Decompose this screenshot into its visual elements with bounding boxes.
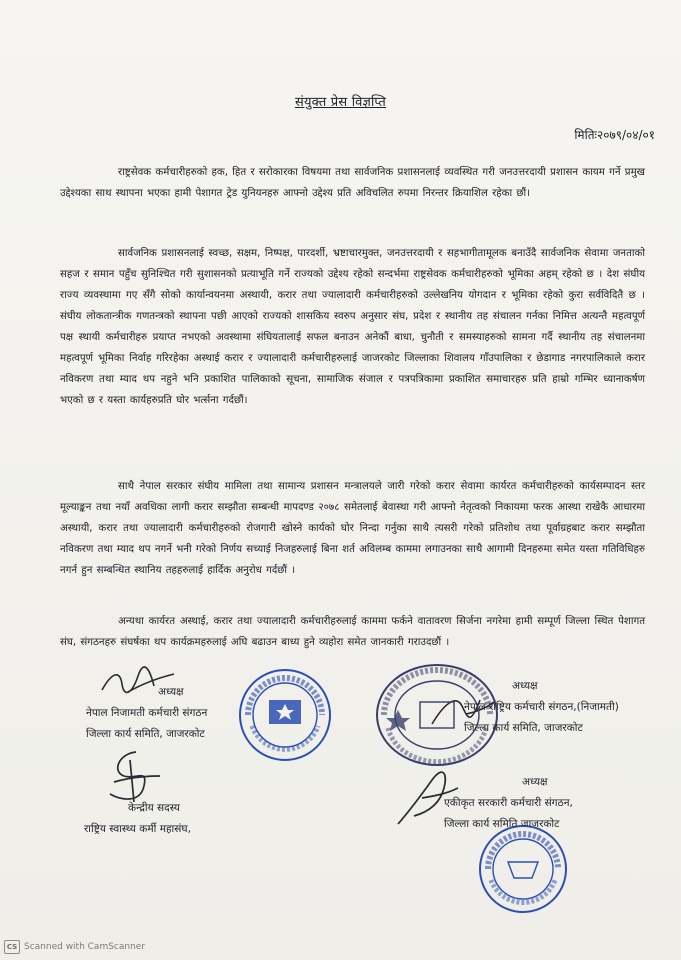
signature-3 [100,746,166,806]
paragraph-1: राष्ट्रसेवक कर्मचारीहरुको हक, हित र सरोकारका विषयमा तथा सार्वजनिक प्रशासनलाई व्यवस्थित गरी जनउत्तरदायी प्रशासन कायम गर्ने प्रमुख उद्देश्यका साथ स्थापना भएका हामी पेशागत ट्रेड युनियनहरु आफ्नो उद्देश्य प्रति अविचलित रुपमा निरन्तर क्रियाशिल रहेका छौं। [60,167,645,200]
signatory-1 [86,682,207,745]
paragraph-4: अन्यथा कार्यरत अस्थाई, करार तथा ज्यालादारी कर्मचारीहरुलाई काममा फर्कने वातावरण सिर्जना नगरेमा हामी सम्पूर्ण जिल्ला स्थित पेशागत संघ, संगठनहरु संघर्षका थप कार्यक्रमहरुलाई अघि बढाउन बाध्य हुने व्यहोरा समेत जानकारी गराउदछौं । [60,616,645,649]
document-date: मितिः२०७९/०४/०१ [574,128,655,142]
signatory-1-role: अध्यक्ष [158,686,184,698]
signatory-3-org: राष्ट्रिय स्वास्थ्य कर्मी महासंघ, [84,823,191,835]
signatory-3-role: केन्द्रीय सदस्य [128,802,180,814]
page-title: संयुक्त प्रेस विज्ञप्ति [294,95,387,110]
signatory-4-role: अध्यक्ष [522,776,548,788]
camscanner-logo-icon: CS [4,940,20,954]
signatory-1-org: नेपाल निजामती कर्मचारी संगठन [86,707,208,719]
stamp-nepal-civil-employees [236,666,334,764]
signatory-2 [464,676,619,739]
signatory-4-office: जिल्ला कार्य समिति जाजरकोट [444,818,560,830]
signatory-4-org: एकीकृत सरकारी कर्मचारी संगठन, [444,797,573,809]
paragraph-2: सार्वजनिक प्रशासनलाई स्वच्छ, सक्षम, निष्पक्ष, पारदर्शी, भ्रष्टाचारमुक्त, जनउत्तरदायी र सहभागीतामूलक बनाउँदै सार्वजनिक सेवामा जनताको सहज र समान पहुँच सुनिश्चित गरी सुशासनको प्रत्याभूति गर्ने राज्यको उद्देश्य रहेको सन्दर्भमा राष्ट्रसेवक कर्मचारीहरुको भूमिका अहम् रहेको छ । देश संघीय राज्य व्यवस्थामा गए सँगै सोको कार्यान्वयनमा अस्थायी, करार तथा ज्यालादारी कर्मचारीहरुको उल्लेखनिय योगदान र भूमिका रहेको कुरा सर्वविदितै छ । संघीय लोकतान्त्रीक गणतन्त्रको स्थापना पछी आएको राज्यको शासकिय स्वरुप अनुसार संघ, प्रदेश र स्थानीय तह संचालन गर्नका निमित्त अत्यन्तै महत्वपूर्ण पक्ष स्थायी कर्मचारीहरु प्रयाप्त नभएको अवस्थामा संघियतालाई सफल बनाउन अनेकौं बाधा, चुनौती र समस्याहरुको सामना गर्दै स्थानीय तह संचालनमा महत्वपूर्ण भूमिका निर्वाह गरिरहेका अस्थाई करार र ज्यालादारी कर्मचारीहरुलाई जाजरकोट जिल्लाका शिवालय गाँउपालिका र छेडागाड नगरपालिकाले करार नविकरण तथा म्याद थप नहुने भनि प्रकाशित पालिकाको सूचना, सामाजिक संजाल र पत्रपत्रिकामा प्रकाशित समाचारहरु प्रति हाम्रो गम्भिर ध्यानाकर्षण भएको छ र यस्ता कार्यहरुप्रति घोर भर्त्सना गर्दछौं। [60,248,645,407]
scanner-watermark-text: Scanned with CamScanner [24,942,146,952]
scanner-watermark [4,940,145,954]
paragraph-3: साथै नेपाल सरकार संघीय मामिला तथा सामान्य प्रशासन मन्त्रालयले जारी गरेको करार सेवामा कार्यरत कर्मचारीहरुको कार्यसम्पादन स्तर मूल्याङ्कन तथा नयाँ अवधिका लागी करार सम्झौता सम्बन्धी मापदण्ड २०७८ समेतलाई बेवास्था गरी आफ्नो नेतृत्वको निकायमा फरक आस्था राखेकै आधारमा अस्थायी, करार तथा ज्यालादारी कर्मचारीहरुको रोजगारी खोस्ने कार्यको घोर निन्दा गर्नुका साथै त्यसरी गरेको प्रतिशोध तथा पूर्वाग्रहबाट करार सम्झौता नविकरण तथा म्याद थप नगर्ने भनी गरेको निर्णय सच्याई निजहरुलाई बिना शर्त अविलम्ब काममा लगाउनका साथै आगामी दिनहरुमा समेत यस्ता गतिविधिहरु नगर्न हुन सम्बन्धित स्थानिय तहहरुलाई हार्दिक अनुरोध गर्दछौं । [60,481,645,577]
signatory-2-org: नेपाल राष्ट्रिय कर्मचारी संगठन,(निजामती) [464,701,619,713]
signatory-1-office: जिल्ला कार्य समिति, जाजरकोट [86,728,205,740]
stamp-integrated-employees [476,822,570,916]
signatory-2-office: जिल्ला कार्य समिति, जाजरकोट [464,722,583,734]
signatory-3 [84,798,191,840]
signatory-2-role: अध्यक्ष [512,680,538,692]
signatory-4 [444,772,573,835]
